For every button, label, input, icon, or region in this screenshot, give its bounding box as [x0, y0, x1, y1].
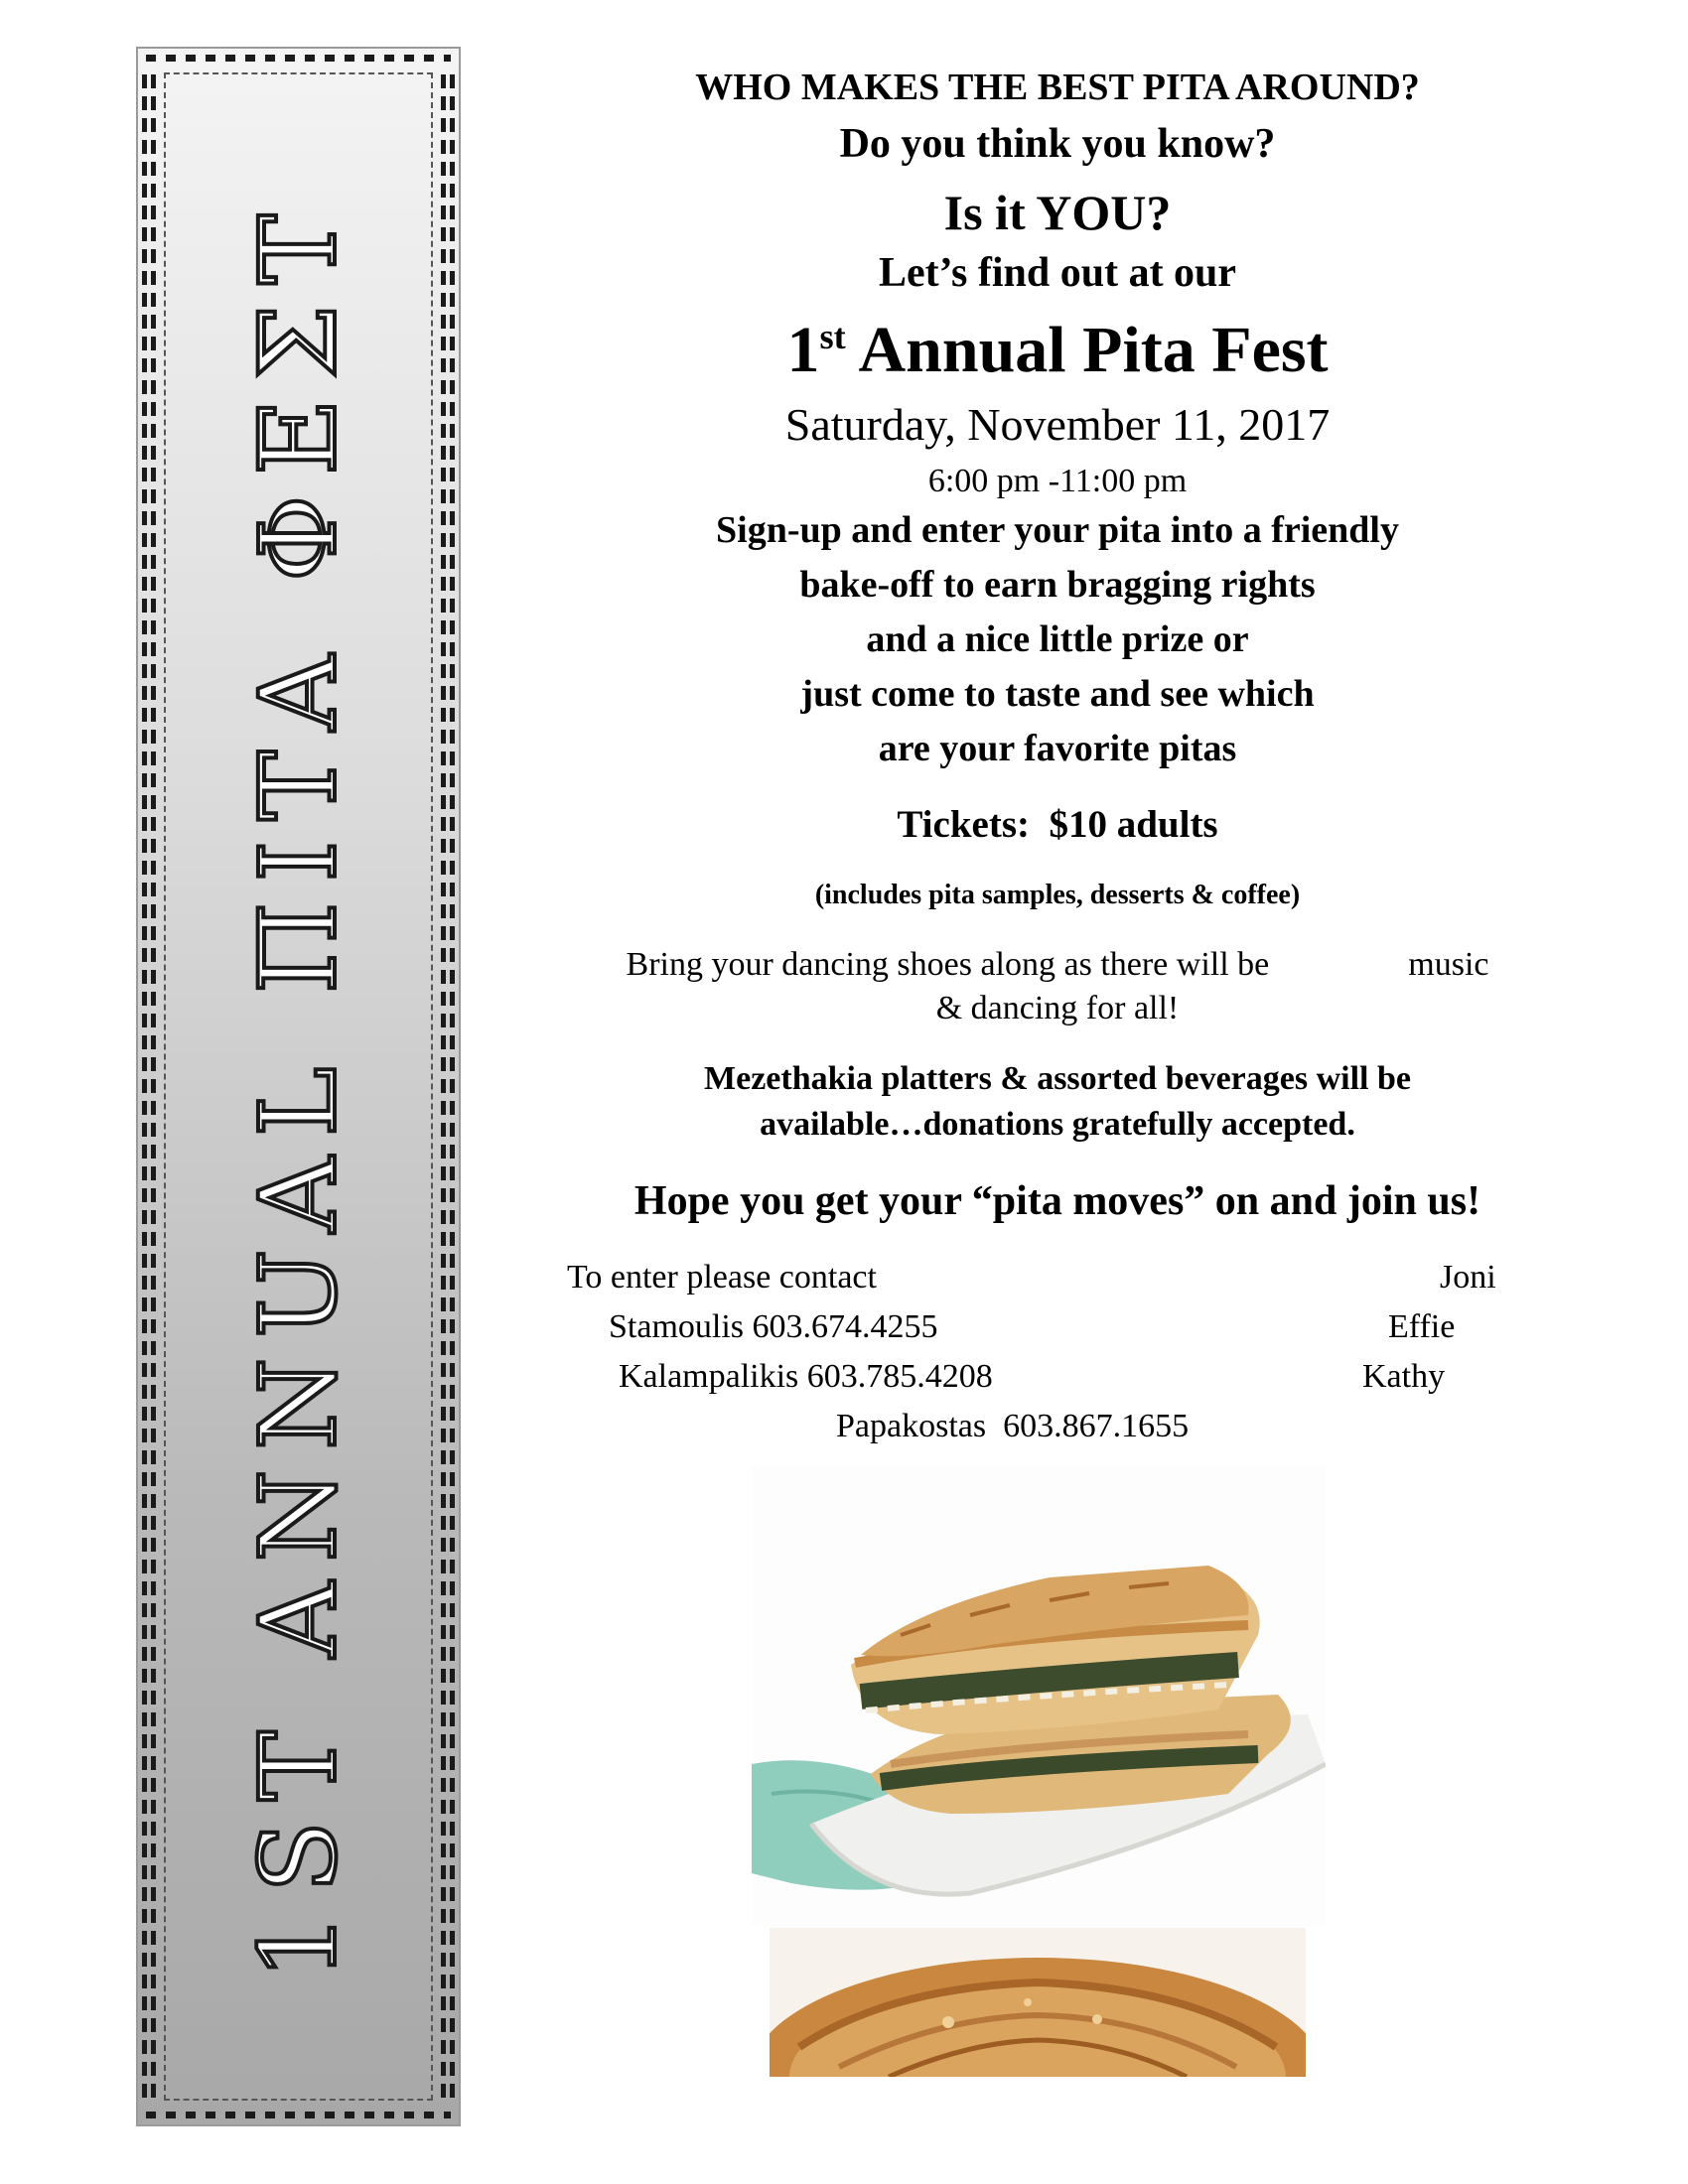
description-line: are your favorite pitas	[878, 728, 1237, 769]
contact-intro: To enter please contact	[567, 1259, 877, 1296]
ticket-includes: (includes pita samples, desserts & coffee)	[814, 880, 1301, 910]
contact-line: Stamoulis 603.674.4255	[609, 1308, 938, 1345]
event-date: Saturday, November 11, 2017	[784, 399, 1331, 450]
closing-line: Hope you get your “pita moves” on and join us!	[633, 1178, 1481, 1224]
description-line: and a nice little prize or	[866, 618, 1249, 660]
food-line-2: available…donations gratefully accepted.	[760, 1106, 1355, 1143]
contact-first-name: Kathy	[1362, 1358, 1446, 1395]
banner-dashed-border-bottom	[146, 2112, 451, 2118]
contact-first-name: Joni	[1440, 1259, 1496, 1296]
spanakopita-photo	[752, 1466, 1326, 1927]
contact-line: Papakostas 603.867.1655	[836, 1408, 1190, 1444]
food-line-1: Mezethakia platters & assorted beverages will be	[704, 1060, 1411, 1097]
music-text-b: music	[1408, 946, 1489, 983]
headline: WHO MAKES THE BEST PITA AROUND?	[695, 67, 1420, 108]
banner-dashed-border-right	[450, 74, 455, 2099]
event-ordinal: 1	[786, 314, 820, 386]
side-banner	[136, 47, 461, 2126]
event-name: Annual Pita Fest	[858, 314, 1329, 386]
banner-title: 1ST ANNUAL ΠΙΤΑ ΦΕΣΤ	[236, 194, 359, 1979]
contact-line: Kalampalikis 603.785.4208	[619, 1358, 993, 1395]
question-know: Do you think you know?	[839, 121, 1276, 167]
banner-dashed-border-right-inner	[441, 74, 446, 2099]
description-line: bake-off to earn bragging rights	[799, 564, 1316, 606]
music-line-1	[551, 946, 1564, 984]
description-line: just come to taste and see which	[800, 673, 1315, 715]
event-time: 6:00 pm -11:00 pm	[927, 463, 1188, 499]
banner-dashed-border-top	[146, 55, 451, 62]
ticket-price: Tickets: $10 adults	[897, 803, 1218, 846]
event-ordinal-suffix: st	[819, 317, 846, 356]
description-line: Sign-up and enter your pita into a friendly	[716, 509, 1399, 551]
music-text-a: Bring your dancing shoes along as there will be	[626, 946, 1270, 983]
music-line-2: & dancing for all!	[935, 990, 1180, 1026]
contact-first-name: Effie	[1388, 1308, 1456, 1345]
question-you: Is it YOU?	[943, 185, 1172, 240]
banner-dashed-border-left-inner	[151, 74, 156, 2099]
lead-in: Let’s find out at our	[878, 250, 1237, 296]
banner-dashed-border-left	[142, 74, 147, 2099]
pita-pie-photo	[770, 1928, 1306, 2077]
event-title	[551, 313, 1564, 388]
